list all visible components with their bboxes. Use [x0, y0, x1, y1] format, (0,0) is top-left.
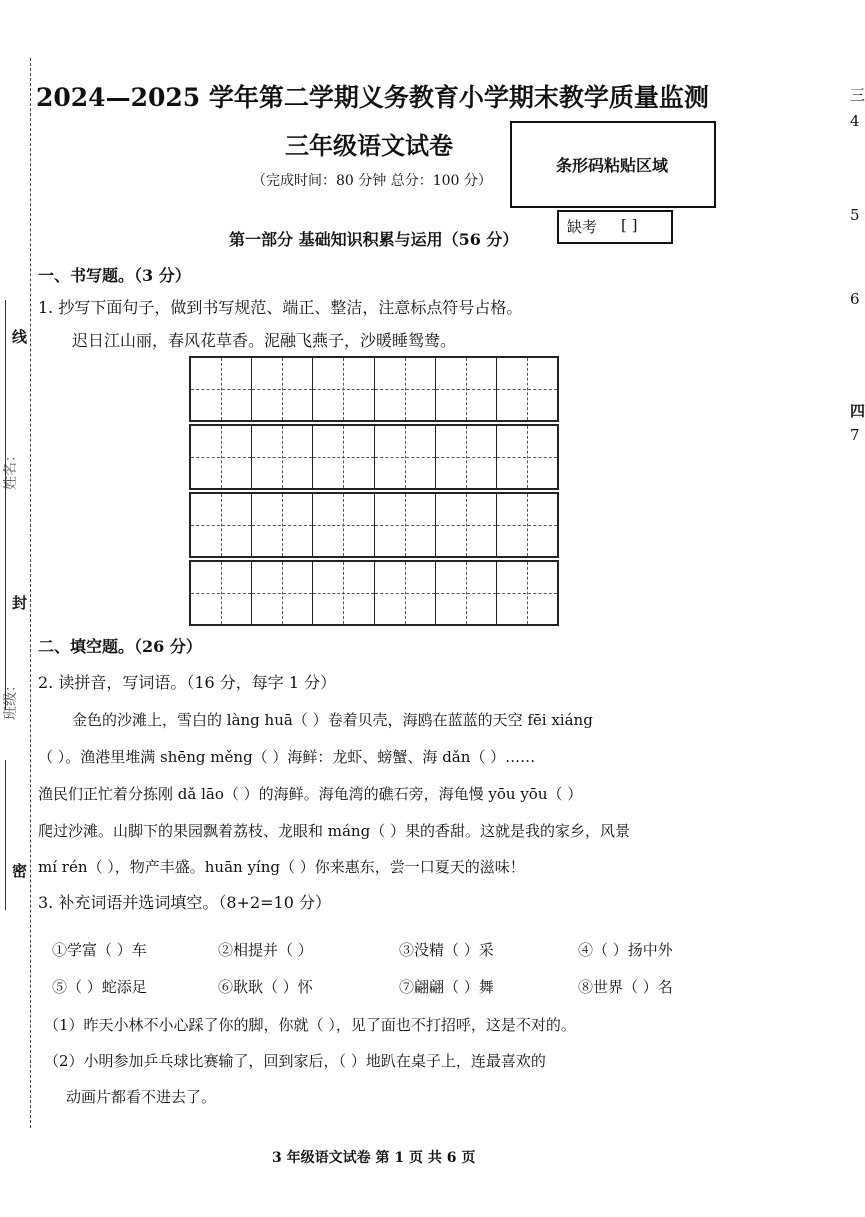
margin-class-field: 班级： [3, 678, 19, 720]
pinyin-line: 金色的沙滩上，雪白的 làng huā（ ）卷着贝壳，海鸥在蓝蓝的天空 fēi xiáng [72, 711, 593, 729]
exam-title: 2024—2025 学年第二学期义务教育小学期末教学质量监测 [36, 83, 709, 112]
pinyin-line: （ ）。渔港里堆满 shēng měng（ ）海鲜：龙虾、螃蟹、海 dǎn（ ）…… [38, 748, 536, 766]
sentence-2-cont: 动画片都看不进去了。 [66, 1088, 217, 1106]
question-1: 1. 抄写下面句子，做到书写规范、端正、整洁，注意标点符号占格。 [38, 298, 523, 317]
idiom-item: ⑤（ ）蛇添足 [52, 978, 147, 996]
poem-text: 迟日江山丽，春风花草香。泥融飞燕子，沙暖睡鸳鸯。 [72, 331, 457, 350]
absent-box[interactable] [557, 210, 673, 244]
sentence-2: （2）小明参加乒乓球比赛输了，回到家后，（ ）地趴在桌子上，连最喜欢的 [44, 1052, 546, 1070]
question-2: 2. 读拼音，写词语。（16 分，每字 1 分） [38, 673, 337, 692]
pinyin-line: 渔民们正忙着分拣刚 dǎ lāo（ ）的海鲜。海龟湾的礁石旁，海龟慢 yōu yōu（ ） [38, 785, 583, 803]
idiom-item: ⑥耿耿（ ）怀 [218, 978, 313, 996]
right-edge-char: 三 [850, 86, 865, 104]
sentence-1: （1）昨天小林不小心踩了你的脚，你就（ ），见了面也不打招呼，这是不对的。 [44, 1016, 576, 1034]
writing-grid-row[interactable] [189, 356, 559, 422]
part1-heading: 第一部分 基础知识积累与运用（56 分） [229, 230, 519, 249]
margin-rule-lower [5, 760, 6, 910]
idiom-item: ⑧世界（ ）名 [578, 978, 673, 996]
writing-grid-row[interactable] [189, 424, 559, 490]
margin-xian: 线 [12, 328, 28, 346]
right-edge-char: 5 [850, 206, 860, 224]
margin-mi: 密 [12, 862, 28, 880]
right-edge-char: 4 [850, 112, 860, 130]
exam-subtitle: 三年级语文试卷 [285, 131, 453, 160]
right-edge-char: 6 [850, 290, 860, 308]
margin-name-field: 姓名： [3, 448, 19, 490]
barcode-area [510, 121, 716, 208]
writing-grid-row[interactable] [189, 560, 559, 626]
idiom-item: ①学富（ ）车 [52, 941, 147, 959]
barcode-label: 条形码粘贴区域 [556, 156, 669, 175]
right-edge-char: 四 [850, 402, 865, 420]
question-3: 3. 补充词语并选词填空。（8+2=10 分） [38, 893, 331, 912]
absent-bracket: [ ] [621, 216, 638, 234]
idiom-item: ②相提并（ ） [218, 941, 313, 959]
page-footer: 3 年级语文试卷 第 1 页 共 6 页 [272, 1150, 476, 1166]
section2-heading: 二、填空题。（26 分） [38, 637, 202, 656]
exam-time-note: （完成时间：80 分钟 总分：100 分） [252, 173, 492, 189]
fold-line [30, 58, 31, 1128]
pinyin-line: mí rén（ ），物产丰盛。huān yíng（ ）你来惠东，尝一口夏天的滋味！ [38, 858, 525, 876]
idiom-item: ③没精（ ）采 [399, 941, 494, 959]
section1-heading: 一、书写题。（3 分） [38, 266, 191, 285]
pinyin-line: 爬过沙滩。山脚下的果园飘着荔枝、龙眼和 máng（ ）果的香甜。这就是我的家乡，风景 [38, 822, 630, 840]
margin-rule-upper [5, 300, 6, 710]
absent-label: 缺考 [567, 218, 598, 236]
idiom-item: ④（ ）扬中外 [578, 941, 673, 959]
margin-feng: 封 [12, 594, 28, 612]
writing-grid-row[interactable] [189, 492, 559, 558]
right-edge-char: 7 [850, 426, 860, 444]
idiom-item: ⑦翩翩（ ）舞 [399, 978, 494, 996]
